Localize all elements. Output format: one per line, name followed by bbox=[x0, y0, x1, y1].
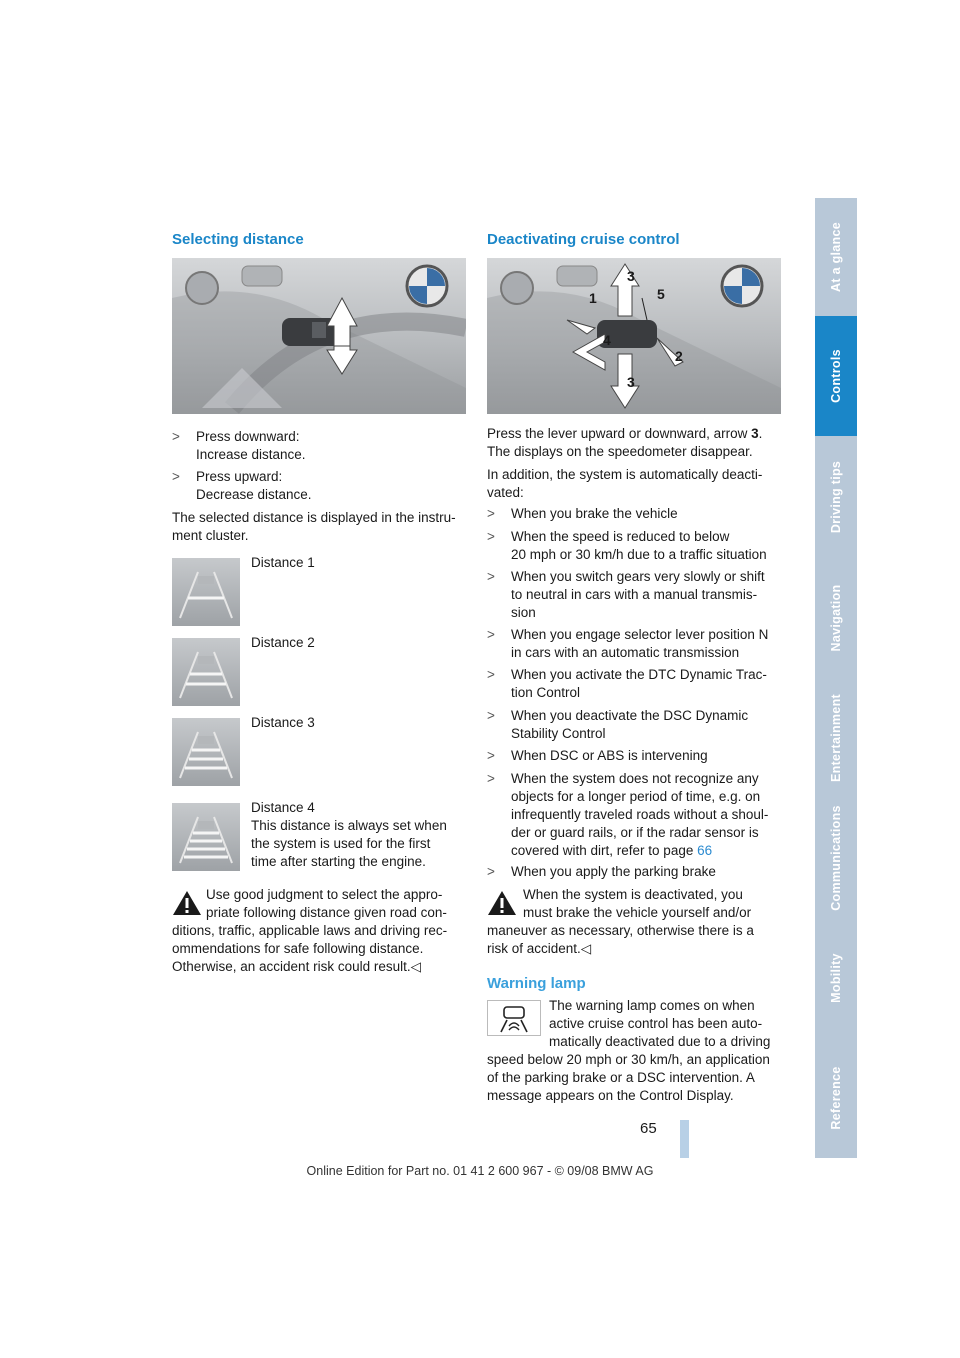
bullet-text: Decrease distance. bbox=[196, 487, 312, 502]
bullet-text: When the system does not recognize any bbox=[511, 771, 759, 786]
tab-communications[interactable] bbox=[815, 798, 857, 920]
distance-1-display bbox=[172, 558, 240, 626]
deactivate-intro bbox=[487, 425, 787, 461]
bullet-text: When DSC or ABS is intervening bbox=[511, 748, 708, 763]
bullet-marker: > bbox=[487, 667, 495, 682]
lamp-line: speed below 20 mph or 30 km/h, an application bbox=[487, 1052, 770, 1067]
distance-bars-icon bbox=[172, 803, 240, 871]
tab-entertainment[interactable] bbox=[815, 678, 857, 800]
intro-text: Press the lever upward or downward, arrow bbox=[487, 426, 752, 441]
bullet-text: When you activate the DTC Dynamic Trac- bbox=[511, 667, 767, 682]
section-heading-selecting-distance: Selecting distance bbox=[172, 231, 304, 248]
tab-label: Controls bbox=[829, 349, 843, 403]
photo-label-3-top: 3 bbox=[627, 268, 635, 284]
deactivate-auto-intro bbox=[487, 466, 787, 502]
photo-label-2: 2 bbox=[675, 348, 683, 364]
distance-4-desc: time after starting the engine. bbox=[251, 854, 426, 869]
bullet-press-upward bbox=[172, 468, 472, 504]
warning-line: ditions, traffic, applicable laws and driving rec- bbox=[172, 923, 448, 938]
bullet-marker: > bbox=[487, 771, 495, 786]
photo-label-5: 5 bbox=[657, 286, 665, 302]
intro-bold: 3 bbox=[751, 426, 759, 441]
paragraph-line: ment cluster. bbox=[172, 528, 249, 543]
bullet-text: Press upward: bbox=[196, 469, 283, 484]
distance-bars-icon bbox=[172, 558, 240, 626]
warning-line: maneuver as necessary, otherwise there is a bbox=[487, 923, 754, 938]
distance-2-label: Distance 2 bbox=[251, 635, 315, 650]
distance-4-desc: This distance is always set when bbox=[251, 818, 447, 833]
bullet-text: When you engage selector lever position N bbox=[511, 627, 769, 642]
distance-1-label: Distance 1 bbox=[251, 555, 315, 570]
warning-line: ommendations for safe following distance. bbox=[172, 941, 424, 956]
bullet-text: objects for a longer period of time, e.g. on bbox=[511, 789, 761, 804]
tab-driving-tips[interactable] bbox=[815, 436, 857, 560]
lamp-line: of the parking brake or a DSC intervention. A bbox=[487, 1070, 755, 1085]
footer-edition: Online Edition for Part no. 01 41 2 600 967 - © 09/08 BMW AG bbox=[306, 1164, 654, 1178]
bullet-text: infrequently traveled roads without a shoul- bbox=[511, 807, 769, 822]
distance-3-display bbox=[172, 718, 240, 786]
bullet-text: 20 mph or 30 km/h due to a traffic situation bbox=[511, 547, 767, 562]
bullet-marker: > bbox=[172, 469, 180, 484]
tab-label: Reference bbox=[829, 1066, 843, 1130]
steering-lever-illustration bbox=[172, 258, 466, 414]
intro-text: . bbox=[758, 426, 763, 441]
bullet-text: When you brake the vehicle bbox=[511, 506, 678, 521]
bullet-text: der or guard rails, or if the radar sensor is bbox=[511, 825, 759, 840]
bullet-text: When you switch gears very slowly or shift bbox=[511, 569, 765, 584]
intro-text: vated: bbox=[487, 485, 524, 500]
warning-line: Otherwise, an accident risk could result.◁ bbox=[172, 959, 421, 974]
bullet-text: in cars with an automatic transmission bbox=[511, 645, 740, 660]
photo-label-3-bottom: 3 bbox=[627, 374, 635, 390]
distance-warning-text bbox=[172, 886, 472, 976]
bullet-text: tion Control bbox=[511, 685, 581, 700]
distance-2-display bbox=[172, 638, 240, 706]
warning-line: priate following distance given road con- bbox=[206, 905, 447, 920]
bullet-text: When you apply the parking brake bbox=[511, 864, 716, 879]
bullet-marker: > bbox=[487, 529, 495, 544]
warning-line: When the system is deactivated, you bbox=[523, 887, 743, 902]
bullet-text: Press downward: bbox=[196, 429, 300, 444]
tab-label: Entertainment bbox=[829, 694, 843, 782]
intro-text: The displays on the speedometer disappear. bbox=[487, 444, 753, 459]
tab-reference[interactable] bbox=[815, 1038, 857, 1160]
bullet-text: sion bbox=[511, 605, 536, 620]
distance-bars-icon bbox=[172, 638, 240, 706]
warning-line: must brake the vehicle yourself and/or bbox=[523, 905, 752, 920]
section-heading-deactivating: Deactivating cruise control bbox=[487, 231, 680, 248]
bullet-marker: > bbox=[172, 429, 180, 444]
bullet-text: to neutral in cars with a manual transmis- bbox=[511, 587, 758, 602]
bullet-marker: > bbox=[487, 748, 495, 763]
distance-4-display bbox=[172, 803, 240, 871]
warning-line: risk of accident.◁ bbox=[487, 941, 592, 956]
bullet-text: When the speed is reduced to below bbox=[511, 529, 730, 544]
bullet-marker: > bbox=[487, 506, 495, 521]
distance-4-label: Distance 4 bbox=[251, 800, 315, 815]
distance-3-label: Distance 3 bbox=[251, 715, 315, 730]
tab-label: At a glance bbox=[829, 222, 843, 292]
lamp-line: matically deactivated due to a driving bbox=[549, 1034, 771, 1049]
intro-text: In addition, the system is automatically deacti- bbox=[487, 467, 763, 482]
tab-label: Mobility bbox=[829, 953, 843, 1003]
subheading-warning-lamp: Warning lamp bbox=[487, 975, 586, 992]
cruise-lever-photo bbox=[487, 258, 781, 414]
tab-navigation[interactable] bbox=[815, 558, 857, 680]
warning-lamp-text bbox=[487, 997, 787, 1105]
deactivation-warning-text bbox=[487, 886, 787, 958]
tab-label: Navigation bbox=[829, 584, 843, 652]
tab-controls[interactable] bbox=[815, 316, 857, 438]
bullet-text: Increase distance. bbox=[196, 447, 306, 462]
photo-label-4: 4 bbox=[603, 332, 611, 348]
tab-label: Communications bbox=[829, 805, 843, 911]
bullet-text: Stability Control bbox=[511, 726, 606, 741]
lamp-line: The warning lamp comes on when bbox=[549, 998, 755, 1013]
warning-line: Use good judgment to select the appro- bbox=[206, 887, 443, 902]
page-66-link[interactable]: 66 bbox=[697, 843, 713, 858]
tab-label: Driving tips bbox=[829, 460, 843, 534]
tab-mobility[interactable] bbox=[815, 918, 857, 1040]
distance-4-text bbox=[251, 799, 447, 871]
distance-bars-icon bbox=[172, 718, 240, 786]
steering-lever-photo bbox=[172, 258, 466, 414]
page-number-bar bbox=[680, 1120, 689, 1158]
lamp-line: active cruise control has been auto- bbox=[549, 1016, 763, 1031]
paragraph-line: The selected distance is displayed in the instru- bbox=[172, 510, 456, 525]
bullet-text: When you deactivate the DSC Dynamic bbox=[511, 708, 749, 723]
bullet-text: covered with dirt, refer to page bbox=[511, 843, 698, 858]
bullet-press-downward bbox=[172, 428, 472, 464]
bullet-text-with-link bbox=[511, 842, 712, 860]
distance-display-paragraph bbox=[172, 509, 456, 545]
bullet-marker: > bbox=[487, 569, 495, 584]
lamp-line: message appears on the Control Display. bbox=[487, 1088, 734, 1103]
photo-label-1: 1 bbox=[589, 290, 597, 306]
bullet-marker: > bbox=[487, 627, 495, 642]
tab-at-a-glance[interactable] bbox=[815, 198, 857, 318]
page-number: 65 bbox=[640, 1120, 657, 1137]
bullet-marker: > bbox=[487, 864, 495, 879]
bullet-marker: > bbox=[487, 708, 495, 723]
distance-4-desc: the system is used for the first bbox=[251, 836, 431, 851]
